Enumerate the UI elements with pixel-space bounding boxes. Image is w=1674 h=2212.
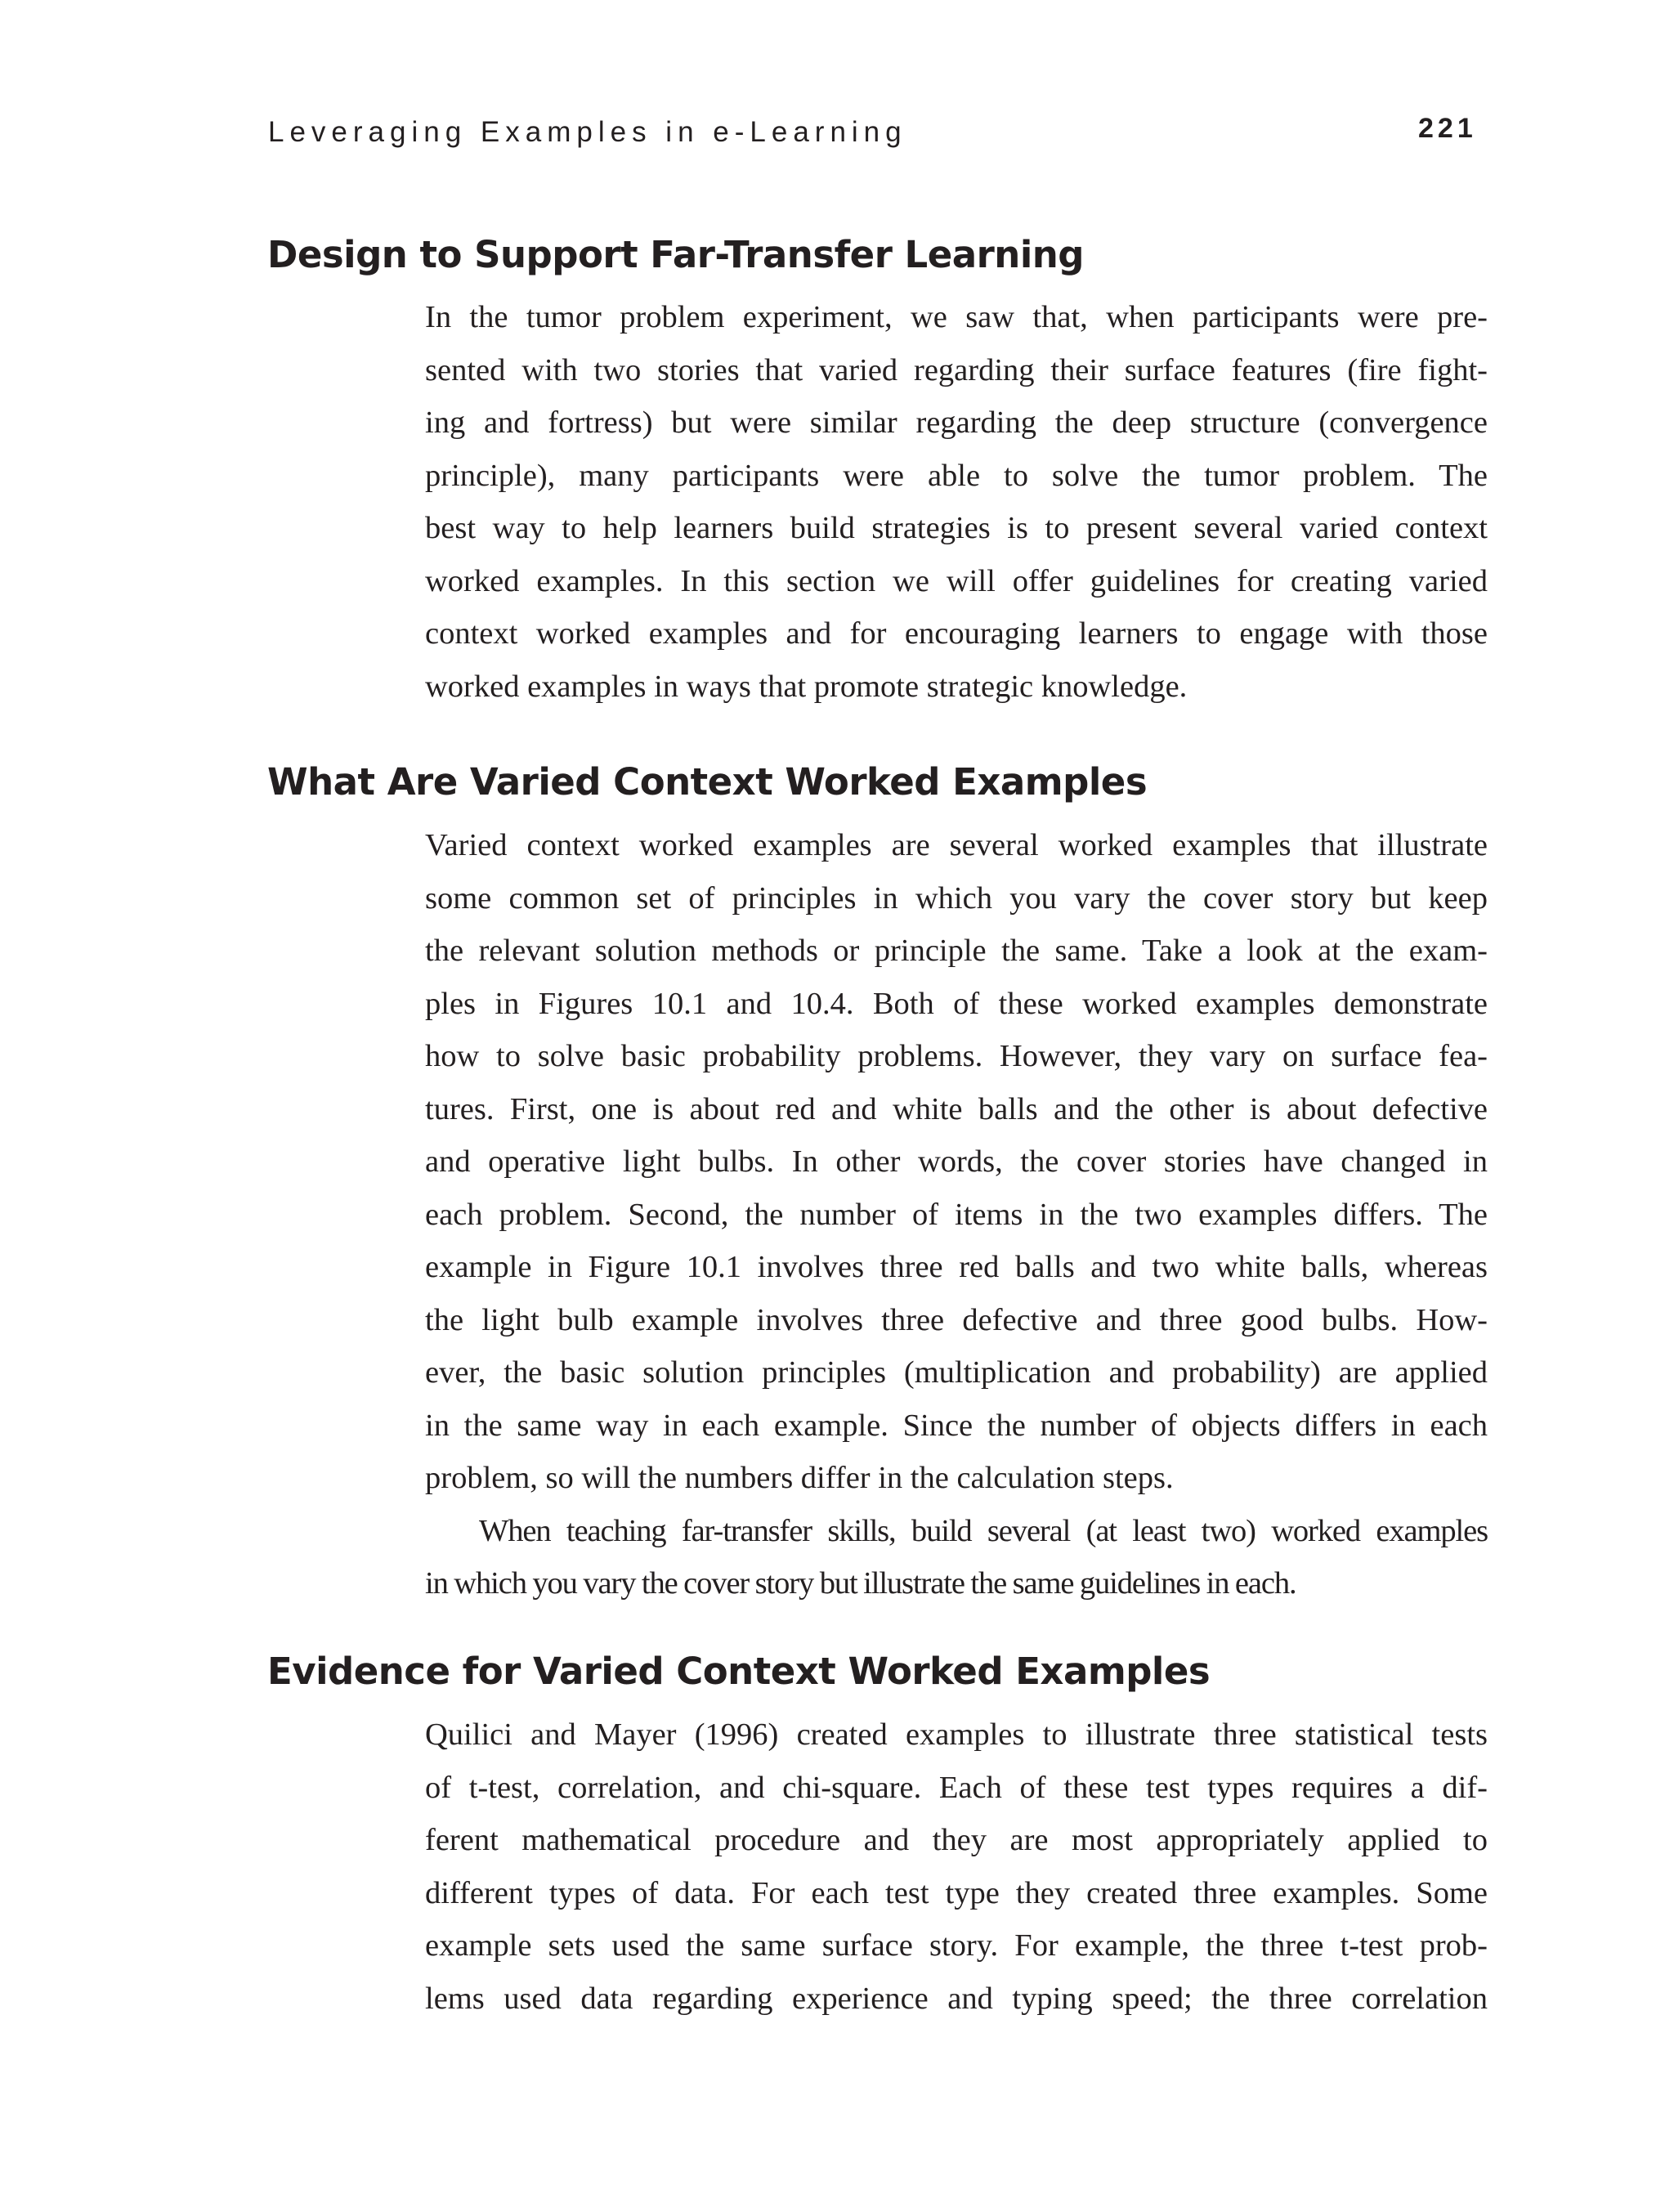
text-line: sented with two stories that varied regarding their surface features (fire fight-: [425, 352, 1488, 387]
text-line: worked examples in ways that promote strategic knowledge.: [425, 669, 1188, 704]
text-line: ever, the basic solution principles (multiplication and probability) are applied: [425, 1355, 1488, 1390]
text-line: worked examples. In this section we will offer guidelines for creating varied: [425, 563, 1488, 598]
page-number: 221: [1418, 113, 1477, 144]
text-line: Varied context worked examples are several worked examples that illustrate: [425, 828, 1488, 862]
text-line: example sets used the same surface story. For example, the three t-test prob-: [425, 1928, 1488, 1963]
section-heading-varied-context: What Are Varied Context Worked Examples: [267, 760, 1148, 804]
text-line: how to solve basic probability problems. However, they vary on surface fea-: [425, 1039, 1488, 1073]
text-line: the light bulb example involves three defective and three good bulbs. How-: [425, 1302, 1488, 1337]
text-line: some common set of principles in which you vary the cover story but keep: [425, 880, 1488, 916]
text-line: and operative light bulbs. In other words, the cover stories have changed in: [425, 1144, 1488, 1179]
text-line: ferent mathematical procedure and they are most appropriately applied to: [425, 1823, 1488, 1857]
text-line: each problem. Second, the number of items in the two examples differs. The: [425, 1197, 1488, 1232]
text-line: best way to help learners build strategies is to present several varied context: [425, 511, 1488, 545]
guideline-line: in which you vary the cover story but illustrate the same guidelines in each.: [425, 1566, 1296, 1601]
section-heading-far-transfer: Design to Support Far-Transfer Learning: [267, 233, 1085, 276]
running-head: Leveraging Examples in e-Learning: [268, 116, 907, 148]
section-body-varied-context: [425, 819, 1488, 1610]
text-line: the relevant solution methods or principle the same. Take a look at the exam-: [425, 934, 1488, 968]
text-line: context worked examples and for encouraging learners to engage with those: [425, 616, 1488, 651]
section-heading-evidence: Evidence for Varied Context Worked Examples: [267, 1650, 1211, 1693]
text-line: different types of data. For each test type they created three examples. Some: [425, 1875, 1488, 1910]
text-line: ing and fortress) but were similar regarding the deep structure (convergence: [425, 405, 1488, 440]
text-line: problem, so will the numbers differ in the calculation steps.: [425, 1461, 1174, 1495]
text-line: tures. First, one is about red and white balls and the other is about defective: [425, 1091, 1488, 1126]
text-line: principle), many participants were able to solve the tumor problem. The: [425, 458, 1488, 493]
text-line: of t-test, correlation, and chi-square. Each of these test types requires a dif-: [425, 1770, 1488, 1805]
section-body-evidence: [425, 1708, 1488, 2025]
text-line: example in Figure 10.1 involves three red balls and two white balls, whereas: [425, 1250, 1488, 1284]
guideline-line: When teaching far-transfer skills, build several (at least two) worked examples: [479, 1513, 1488, 1548]
text-line: In the tumor problem experiment, we saw that, when participants were pre-: [425, 300, 1488, 334]
section-body-far-transfer: [425, 291, 1488, 713]
text-line: lems used data regarding experience and typing speed; the three correlation: [425, 1981, 1488, 2016]
text-line: in the same way in each example. Since the number of objects differs in each: [425, 1408, 1488, 1443]
text-line: ples in Figures 10.1 and 10.4. Both of these worked examples demonstrate: [425, 986, 1488, 1021]
text-line: Quilici and Mayer (1996) created examples to illustrate three statistical tests: [425, 1717, 1488, 1752]
